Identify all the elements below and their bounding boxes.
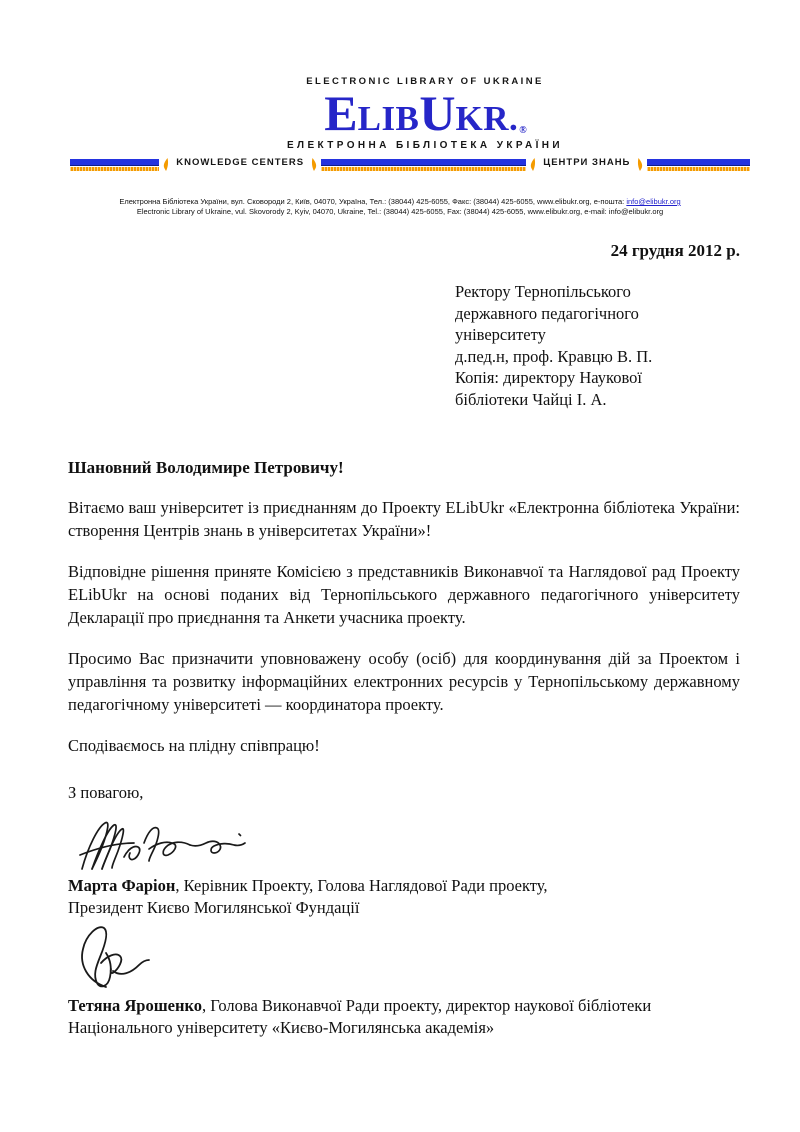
paragraph-2: Відповідне рішення приняте Комісією з представників Виконавчої та Наглядової рад Проекту ELibUkr на основі поданих від Тернопільського державного педагогічного університету Декларації про приєднання та Анкети учасника проекту. bbox=[68, 562, 740, 627]
banner-bar bbox=[321, 159, 526, 171]
wordmark-seg: LIB bbox=[357, 99, 420, 138]
registered-trademark-icon: ® bbox=[519, 125, 527, 136]
signatory-1 bbox=[68, 875, 740, 919]
logo-top-line: ELECTRONIC LIBRARY OF UKRAINE bbox=[306, 76, 544, 87]
signatory-1-name: Марта Фаріон bbox=[68, 876, 176, 895]
flame-icon bbox=[310, 158, 318, 171]
flame-icon bbox=[162, 158, 170, 171]
recipient-line: Ректору Тернопільського bbox=[455, 282, 631, 301]
banner-bar bbox=[70, 159, 159, 171]
contact-line-uk-text: Електронна Бібліотека України, вул. Сковороди 2, Київ, 04070, Україна, Тел.: (38044) 425-6055, Факс: (38044) 425-6055, www.elibukr.org, е-пошта: bbox=[119, 197, 627, 206]
email-link[interactable]: info@elibukr.org bbox=[626, 197, 681, 206]
contact-line-en: Electronic Library of Ukraine, vul. Skovorody 2, Kyiv, 04070, Ukraine, Tel.: (38044) 425-6055, Fax: (38044) 425-6055, www.elibukr.org, e-mail: info@elibukr.org bbox=[136, 207, 664, 216]
wordmark-seg: U bbox=[419, 85, 456, 141]
recipient-line: університету bbox=[455, 325, 546, 344]
recipient-line: д.пед.н, проф. Кравцю В. П. bbox=[455, 346, 653, 366]
signatory-2 bbox=[68, 995, 740, 1039]
signatory-2-title: , Голова Виконавчої Ради проекту, директор наукової бібліотеки bbox=[202, 996, 652, 1015]
paragraph-1: Вітаємо ваш університет із приєднанням до Проекту ELibUkr «Електронна бібліотека України: створення Центрів знань в університетах України»! bbox=[68, 498, 740, 540]
banner-label-uk: ЦЕНТРИ ЗНАНЬ bbox=[543, 157, 631, 168]
flame-icon bbox=[529, 158, 537, 171]
knowledge-centers-banner bbox=[70, 158, 750, 171]
signatory-1-title: , Керівник Проекту, Голова Наглядової Ради проекту, bbox=[175, 876, 548, 895]
flame-icon bbox=[636, 158, 644, 171]
salutation: Шановний Володимире Петровичу! bbox=[68, 458, 344, 477]
elibukr-logo bbox=[287, 76, 563, 151]
logo-bottom-line: ЕЛЕКТРОННА БІБЛІОТЕКА УКРАЇНИ bbox=[286, 140, 564, 151]
contact-info bbox=[0, 197, 800, 217]
recipient-line: державного педагогічного bbox=[455, 303, 639, 323]
banner-label-en: KNOWLEDGE CENTERS bbox=[176, 157, 305, 168]
signature-tetyana-yaroshenko bbox=[72, 923, 154, 993]
signatory-2-name: Тетяна Ярошенко bbox=[68, 996, 203, 1015]
wordmark-seg: KR. bbox=[455, 99, 519, 138]
recipient-line: бібліотеки Чайці І. А. bbox=[455, 389, 607, 409]
letter-body bbox=[0, 496, 800, 757]
recipient-block bbox=[455, 281, 740, 410]
banner-bar bbox=[647, 159, 750, 171]
paragraph-3: Просимо Вас призначити уповноважену особу (осіб) для координування дій за Проектом і управління та розвитку інформаційних електронних ресурсів у Тернопільському державному педагогічному університеті — координатора проекту. bbox=[68, 649, 740, 714]
paragraph-4: Сподіваємось на плідну співпрацю! bbox=[68, 736, 320, 755]
closing-line: З повагою, bbox=[68, 783, 144, 802]
signatory-1-title-line2: Президент Києво Могилянської Фундації bbox=[68, 898, 360, 917]
elibukr-wordmark bbox=[287, 85, 563, 141]
recipient-line: Копія: директору Наукової bbox=[455, 368, 642, 387]
letter-date: 24 грудня 2012 р. bbox=[610, 241, 740, 260]
wordmark-seg: E bbox=[324, 85, 358, 141]
signatory-2-title-line2: Національного університету «Києво-Могилянська академія» bbox=[68, 1018, 495, 1037]
contact-line-uk bbox=[0, 197, 800, 207]
signature-marta-farion bbox=[72, 817, 252, 873]
